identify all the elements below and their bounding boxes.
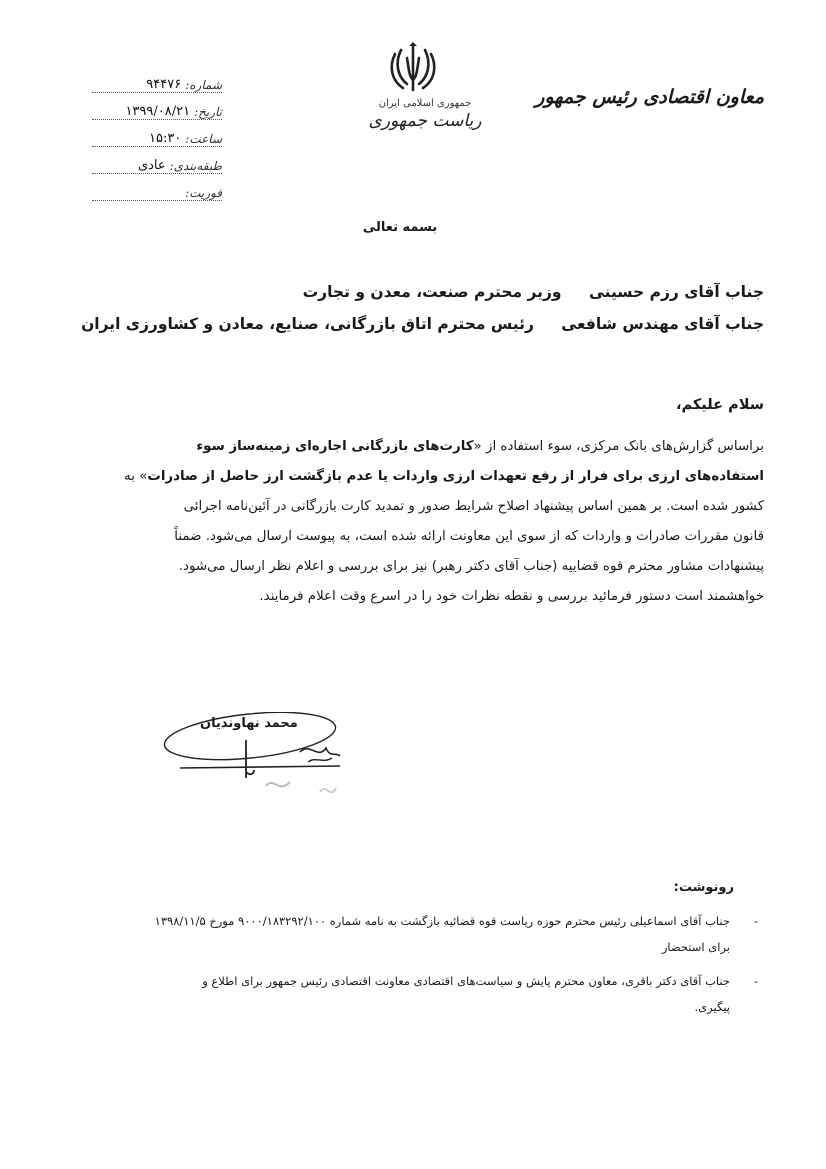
cc-item [92, 968, 764, 1020]
recipients [81, 283, 764, 347]
date-row [92, 93, 222, 120]
cc-item-line-2: پیگیری. [694, 1000, 730, 1014]
date-label: تاریخ: [194, 105, 222, 119]
signer-name: محمد نهاوندیان [200, 716, 298, 731]
number-row [92, 66, 222, 93]
cc-item-line-1: جناب آقای اسماعیلی رئیس محترم حوزه ریاست قوه قضائیه بازگشت به نامه شماره ۹۰۰۰/۱۸۳۲۹۲/۱۰۰ مورخ ۱۳۹۸/۱۱/۵ [154, 914, 730, 928]
classification-row [92, 147, 222, 174]
letter-body [92, 432, 764, 612]
body-line-1-pre: براساس گزارش‌های بانک مرکزی، سوء استفاده از « [473, 439, 764, 454]
date-value: ۱۳۹۹/۰۸/۲۱ [125, 104, 191, 119]
cc-bullet: - [753, 974, 758, 988]
presidency-subtitle: جمهوری اسلامی ایران [378, 98, 472, 109]
recipient-title: رئیس محترم اتاق بازرگانی، صنایع، معادن و کشاورزی ایران [81, 315, 534, 333]
cc-bullet: - [753, 914, 758, 928]
body-line-2-post: » به [124, 469, 148, 484]
iran-emblem-icon [385, 40, 441, 96]
time-label: ساعت: [185, 132, 222, 146]
presidency-seal-text [355, 98, 495, 131]
priority-row [92, 174, 222, 201]
body-line-1-bold: کارت‌های بازرگانی اجاره‌ای زمینه‌ساز سوء [196, 439, 474, 454]
body-line-4: قانون مقررات صادرات و واردات که از سوی این معاونت ارائه شده است، به پیوست ارسال می‌شود. ضمناً [174, 529, 764, 544]
recipient-name: جناب آقای رزم حسینی [588, 283, 764, 301]
bismillah: بسمه تعالی [362, 220, 438, 235]
office-title: معاون اقتصادی رئیس جمهور [535, 86, 764, 108]
recipient-1 [81, 283, 764, 301]
classification-value: عادی [137, 158, 166, 173]
recipient-title: وزیر محترم صنعت، معدن و تجارت [302, 283, 562, 301]
cc-list [92, 908, 764, 1028]
cc-item-line-2: برای استحضار [661, 940, 730, 954]
time-value: ۱۵:۳۰ [148, 131, 182, 146]
body-line-5: پیشنهادات مشاور محترم قوه قضاییه (جناب آقای دکتر رهبر) نیز برای بررسی و اعلام نظر ارسال می‌شود. [178, 559, 764, 574]
classification-label: طبقه‌بندی: [169, 159, 222, 173]
priority-label: فوریت: [185, 186, 222, 200]
signature-block [150, 712, 370, 812]
body-line-2-bold: استفاده‌های ارزی برای فرار از رفع تعهدات ارزی واردات یا عدم بازگشت ارز حاصل از صادرات [147, 469, 764, 484]
body-line-6: خواهشمند است دستور فرمائید بررسی و نقطه نظرات خود را در اسرع وقت اعلام فرمایند. [259, 589, 764, 604]
cc-title: رونوشت: [673, 880, 734, 895]
number-value: ۹۴۴۷۶ [146, 77, 182, 92]
body-line-1 [92, 432, 764, 462]
body-line-3: کشور شده است. بر همین اساس پیشنهاد اصلاح شرایط صدور و تمدید کارت بازرگانی در آئین‌نامه اجرائی [183, 499, 764, 514]
number-label: شماره: [185, 78, 222, 92]
recipient-2 [81, 315, 764, 333]
letter-meta [92, 66, 222, 201]
greeting: سلام علیکم، [676, 397, 764, 413]
time-row [92, 120, 222, 147]
body-line-2 [92, 462, 764, 492]
cc-item [92, 908, 764, 960]
recipient-name: جناب آقای مهندس شافعی [561, 315, 764, 333]
presidency-title: ریاست جمهوری [368, 111, 482, 131]
cc-item-line-1: جناب آقای دکتر باقری، معاون محترم پایش و سیاست‌های اقتصادی معاونت اقتصادی رئیس جمهور برای اطلاع و [202, 974, 730, 988]
